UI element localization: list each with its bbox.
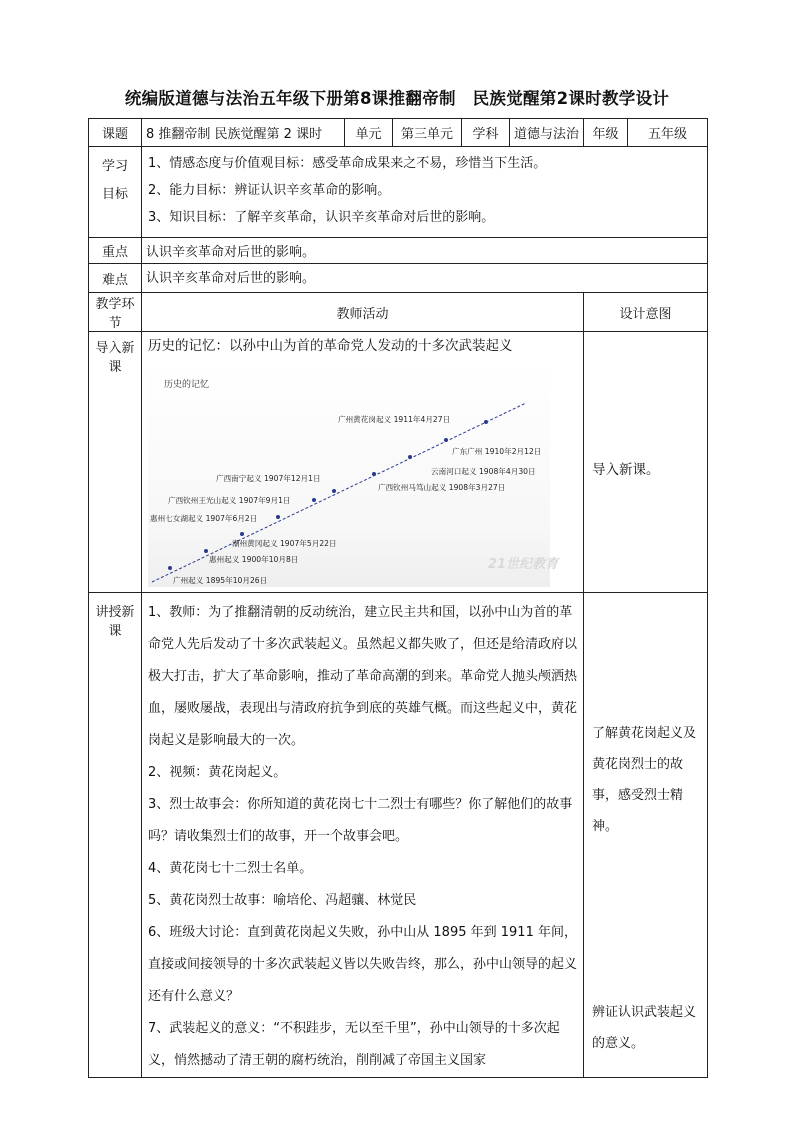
difficult-point-label: 难点	[89, 264, 142, 293]
lecture-intent-2: 辨证认识武装起义的意义。	[592, 1005, 697, 1051]
subject-value: 道德与法治	[510, 119, 584, 147]
uprising-point	[372, 472, 376, 476]
document-title: 统编版道德与法治五年级下册第8课推翻帝制 民族觉醒第2课时教学设计	[124, 89, 670, 108]
lecture-stage: 讲授新课	[89, 593, 142, 1078]
lecture-row	[89, 593, 708, 1078]
lecture-paragraph: 5、黄花岗烈士故事：喻培伦、冯超骧、林觉民	[148, 893, 417, 908]
uprising-label: 惠州七女湖起义 1907年6月2日	[150, 514, 258, 523]
uprising-point	[276, 515, 280, 519]
uprising-label: 广州起义 1895年10月26日	[173, 576, 268, 585]
lecture-paragraph: 2、视频：黄花岗起义。	[148, 765, 287, 780]
goals-label-line1: 学习	[101, 159, 128, 174]
lecture-paragraph: 4、黄花岗七十二烈士名单。	[148, 861, 313, 876]
uprising-label: 广州黄花岗起义 1911年4月27日	[338, 415, 451, 424]
goal-item: 3、知识目标：了解辛亥革命，认识辛亥革命对后世的影响。	[148, 210, 495, 225]
lecture-activity	[142, 593, 584, 1078]
uprising-point	[332, 489, 336, 493]
uprising-point	[204, 549, 208, 553]
uprising-point	[240, 532, 244, 536]
column-intent: 设计意图	[584, 293, 708, 332]
lecture-paragraph: 7、武装起义的意义：“不积跬步，无以至千里”，孙中山领导的十多次起义，悄然撼动了清王朝的腐朽统治，削削减了帝国主义国家	[148, 1021, 560, 1068]
key-point-row	[89, 238, 708, 264]
columns-header-row	[89, 293, 708, 332]
column-activity: 教师活动	[142, 293, 584, 332]
intro-row	[89, 332, 708, 593]
lecture-paragraph: 6、班级大讨论：直到黄花岗起义失败，孙中山从 1895 年到 1911 年间，直接或间接领导的十多次武装起义皆以失败告终，那么，孙中山领导的起义还有什么意义？	[148, 925, 578, 1004]
intro-heading: 历史的记忆：以孙中山为首的革命党人发动的十多次武装起义	[148, 338, 513, 354]
uprising-label: 云南河口起义 1908年4月30日	[431, 467, 536, 476]
grade-label: 年级	[584, 119, 628, 147]
subject-label: 学科	[462, 119, 510, 147]
uprising-label: 广西钦州马笃山起义 1908年3月27日	[378, 483, 506, 492]
chart-title: 历史的记忆	[164, 380, 210, 390]
lecture-paragraph: 3、烈士故事会：你所知道的黄花岗七十二烈士有哪些？你了解他们的故事吗？请收集烈士们的故事，开一个故事会吧。	[148, 797, 573, 844]
lesson-label: 课题	[89, 119, 142, 147]
intro-intent: 导入新课。	[584, 332, 708, 593]
key-point-label: 重点	[89, 238, 142, 264]
chart-watermark: 21世纪教育	[488, 557, 559, 572]
uprising-point	[444, 438, 448, 442]
uprising-point	[312, 498, 316, 502]
goals-label-line2: 目标	[101, 187, 128, 202]
uprising-label: 惠州起义 1900年10月8日	[209, 555, 299, 564]
uprising-label: 潮州黄冈起义 1907年5月22日	[232, 539, 337, 548]
lesson-value: 8 推翻帝制 民族觉醒第 2 课时	[142, 119, 345, 147]
lecture-paragraph: 1、教师：为了推翻清朝的反动统治，建立民主共和国，以孙中山为首的革命党人先后发动了十多次武装起义。虽然起义都失败了，但还是给清政府以极大打击，扩大了革命影响，推动了革命高潮的到来。革命党人抛头颅洒热血，屡败屡战，表现出与清政府抗争到底的英雄气概。而这些起义中，黄花岗起义是影响最大的一次。	[148, 605, 578, 748]
goal-item: 1、情感态度与价值观目标：感受革命成果来之不易，珍惜当下生活。	[148, 156, 547, 171]
intro-stage: 导入新课	[89, 332, 142, 593]
intro-activity	[142, 332, 584, 593]
uprising-label: 广西钦州王光山起义 1907年9月1日	[168, 496, 291, 505]
uprising-point	[484, 420, 488, 424]
lecture-intent	[584, 593, 708, 1078]
grade-value: 五年级	[628, 119, 708, 147]
uprising-point	[168, 566, 172, 570]
meta-row	[89, 119, 708, 147]
uprising-point	[408, 455, 412, 459]
uprising-label: 广西南宁起义 1907年12月1日	[216, 474, 321, 483]
goals-row	[89, 147, 708, 238]
column-stage: 教学环节	[89, 293, 142, 332]
goals-list	[142, 147, 708, 238]
uprisings-chart	[148, 362, 559, 587]
unit-label: 单元	[345, 119, 393, 147]
difficult-point-value: 认识辛亥革命对后世的影响。	[142, 264, 708, 293]
key-point-value: 认识辛亥革命对后世的影响。	[142, 238, 708, 264]
difficult-point-row	[89, 264, 708, 293]
uprising-label: 广东广州 1910年2月12日	[452, 447, 542, 456]
goals-label	[89, 147, 142, 238]
goal-item: 2、能力目标：辨证认识辛亥革命的影响。	[148, 183, 391, 198]
lecture-intent-1: 了解黄花岗起义及黄花岗烈士的故事，感受烈士精神。	[592, 726, 697, 834]
unit-value: 第三单元	[393, 119, 462, 147]
uprisings-chart-svg	[148, 362, 559, 587]
lesson-plan-table	[88, 118, 708, 1078]
